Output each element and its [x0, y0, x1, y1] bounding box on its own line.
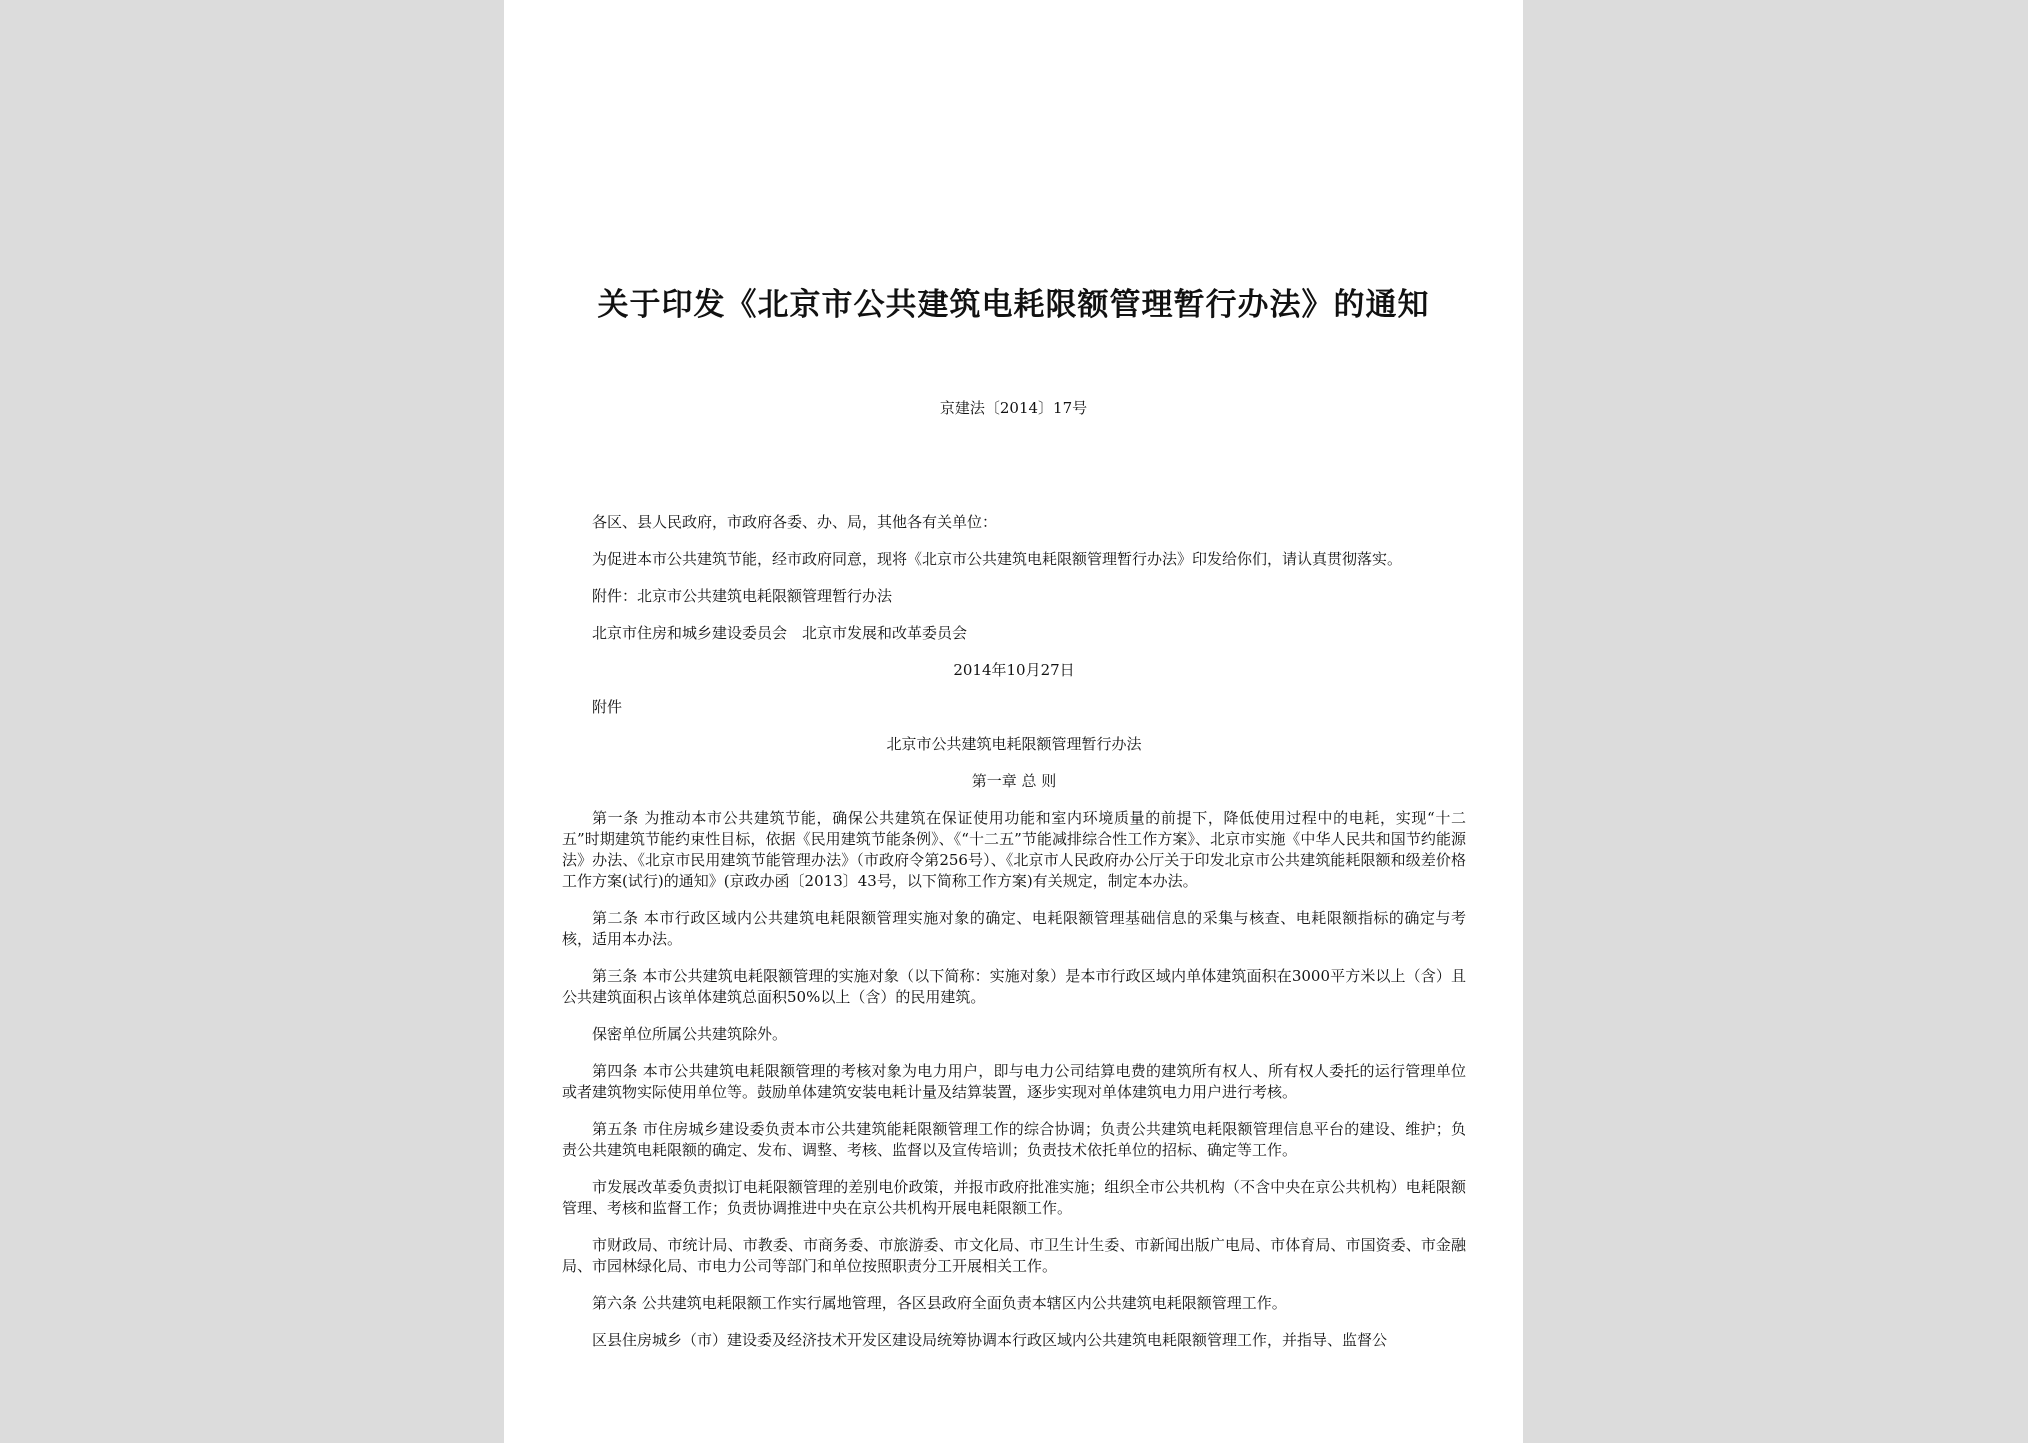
- document-number: 京建法〔2014〕17号: [939, 399, 1088, 417]
- document-paragraph: 附件：北京市公共建筑电耗限额管理暂行办法: [592, 587, 893, 605]
- document-paragraph: 第一章 总 则: [971, 772, 1057, 790]
- document-paragraph: 第二条 本市行政区域内公共建筑电耗限额管理实施对象的确定、电耗限额管理基础信息的采集与核查、电耗限额指标的确定与考核，适用本办法。: [562, 909, 1466, 948]
- document-paragraph: 第五条 市住房城乡建设委负责本市公共建筑能耗限额管理工作的综合协调；负责公共建筑电耗限额管理信息平台的建设、维护；负责公共建筑电耗限额的确定、发布、调整、考核、监督以及宣传培训；负责技术依托单位的招标、确定等工作。: [562, 1120, 1466, 1159]
- document-title: 关于印发《北京市公共建筑电耗限额管理暂行办法》的通知: [597, 287, 1430, 323]
- document-paragraph: 2014年10月27日: [953, 661, 1075, 679]
- document-paragraph: 各区、县人民政府，市政府各委、办、局，其他各有关单位：: [592, 513, 998, 531]
- document-body: [562, 512, 1466, 1367]
- document-paragraph: 第一条 为推动本市公共建筑节能，确保公共建筑在保证使用功能和室内环境质量的前提下，降低使用过程中的电耗，实现“十二五”时期建筑节能约束性目标，依据《民用建筑节能条例》、《“十二五”节能减排综合性工作方案》、北京市实施《中华人民共和国节约能源法》办法、《北京市民用建筑节能管理办法》（市政府令第256号）、《北京市人民政府办公厅关于印发北京市公共建筑能耗限额和级差价格工作方案(试行)的通知》(京政办函〔2013〕43号，以下简称工作方案)有关规定，制定本办法。: [562, 809, 1466, 890]
- document-paragraph: 第三条 本市公共建筑电耗限额管理的实施对象（以下简称：实施对象）是本市行政区域内单体建筑面积在3000平方米以上（含）且公共建筑面积占该单体建筑总面积50%以上（含）的民用建筑。: [562, 967, 1466, 1006]
- document-paragraph: 为促进本市公共建筑节能，经市政府同意，现将《北京市公共建筑电耗限额管理暂行办法》印发给你们，请认真贯彻落实。: [592, 550, 1403, 568]
- document-page: [504, 0, 1523, 1443]
- document-paragraph: 第四条 本市公共建筑电耗限额管理的考核对象为电力用户，即与电力公司结算电费的建筑所有权人、所有权人委托的运行管理单位或者建筑物实际使用单位等。鼓励单体建筑安装电耗计量及结算装置，逐步实现对单体建筑电力用户进行考核。: [562, 1062, 1466, 1101]
- document-paragraph: 第六条 公共建筑电耗限额工作实行属地管理，各区县政府全面负责本辖区内公共建筑电耗限额管理工作。: [592, 1294, 1287, 1312]
- document-paragraph: 北京市公共建筑电耗限额管理暂行办法: [886, 735, 1142, 753]
- document-paragraph: 区县住房城乡（市）建设委及经济技术开发区建设局统筹协调本行政区域内公共建筑电耗限额管理工作，并指导、监督公: [592, 1331, 1388, 1349]
- document-paragraph: 北京市住房和城乡建设委员会 北京市发展和改革委员会: [592, 624, 968, 642]
- document-paragraph: 市发展改革委负责拟订电耗限额管理的差别电价政策，并报市政府批准实施；组织全市公共机构（不含中央在京公共机构）电耗限额管理、考核和监督工作；负责协调推进中央在京公共机构开展电耗限额工作。: [562, 1178, 1466, 1217]
- document-paragraph: 市财政局、市统计局、市教委、市商务委、市旅游委、市文化局、市卫生计生委、市新闻出版广电局、市体育局、市国资委、市金融局、市园林绿化局、市电力公司等部门和单位按照职责分工开展相关工作。: [562, 1236, 1466, 1275]
- document-paragraph: 保密单位所属公共建筑除外。: [592, 1025, 788, 1043]
- document-paragraph: 附件: [592, 698, 623, 716]
